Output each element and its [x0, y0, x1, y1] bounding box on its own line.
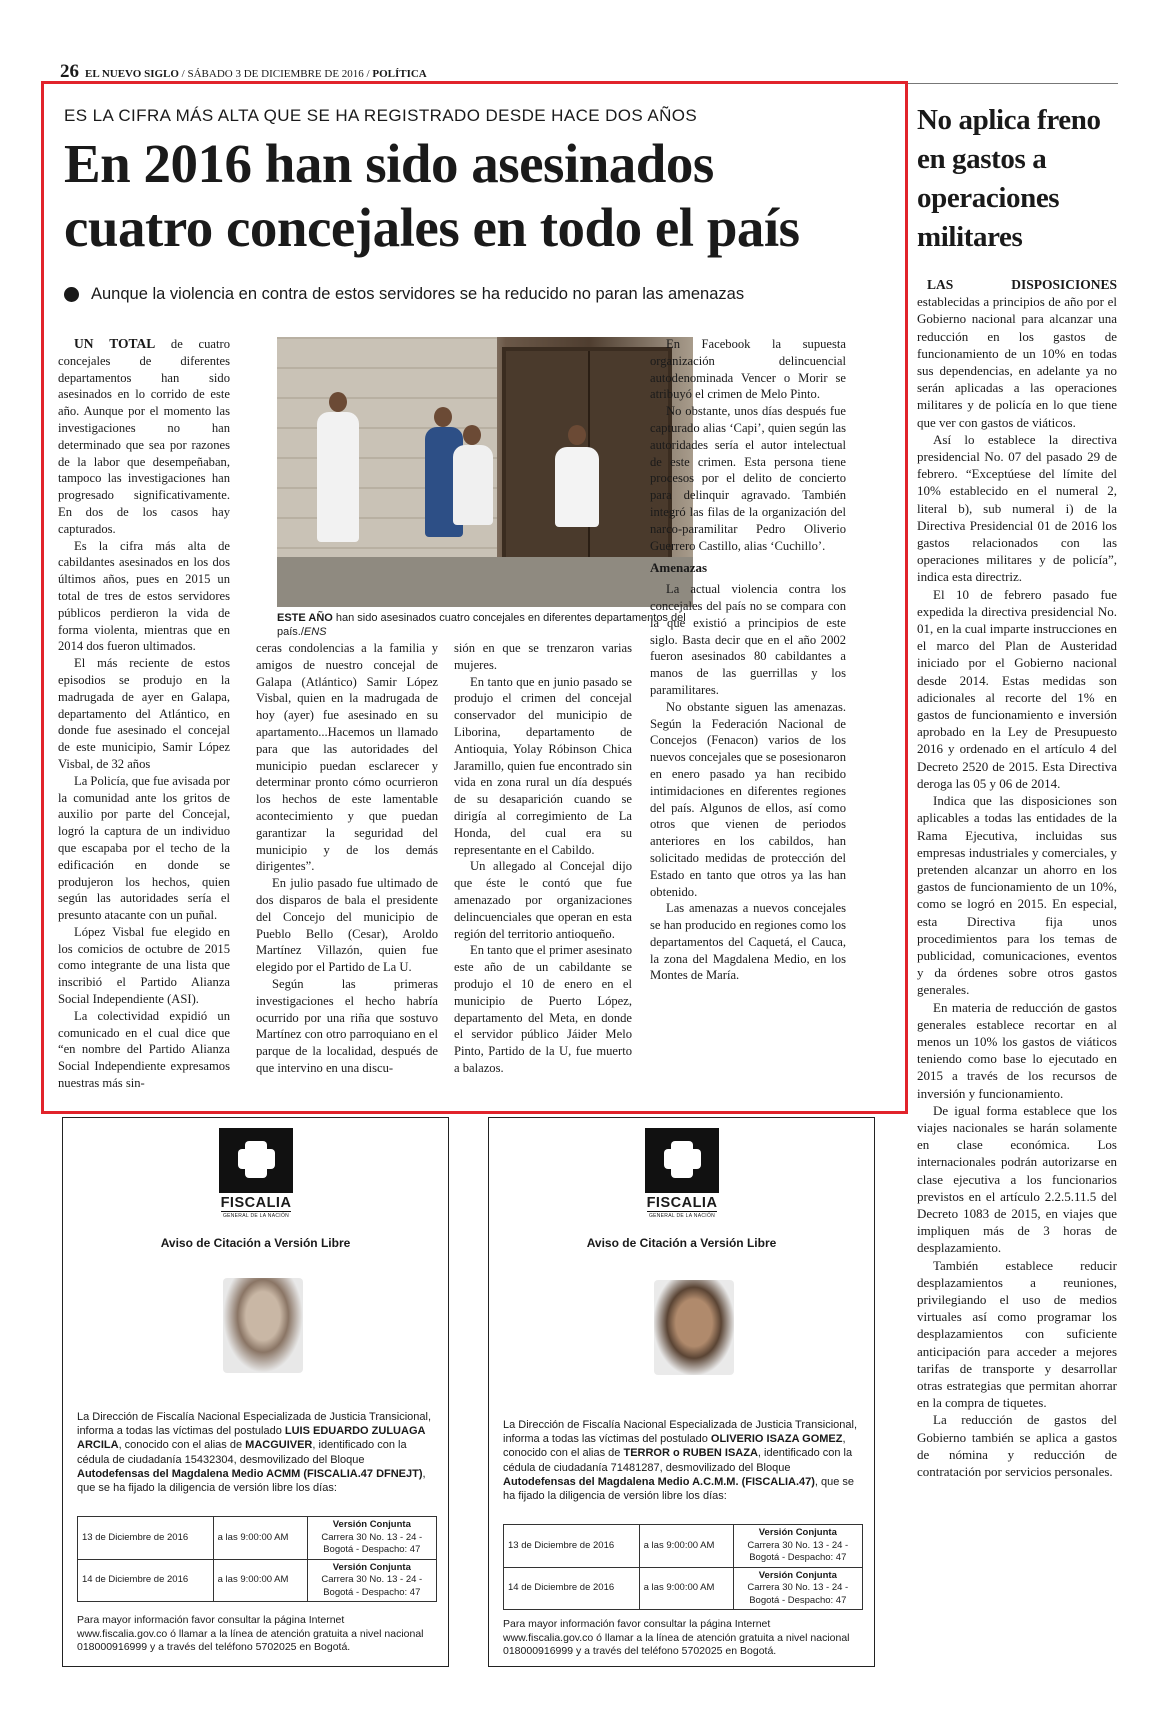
- portrait-photo: [654, 1280, 734, 1375]
- deck-text: Aunque la violencia en contra de estos servidores se ha reducido no paran las amenazas: [91, 285, 745, 303]
- article-paragraph: López Visbal fue elegido en los comicios de octubre de 2015 como integrante de una lista que inscribió el Partido Alianza Social Independiente (ASI).: [58, 924, 230, 1007]
- logo-name: FISCALIA: [646, 1195, 718, 1211]
- sidebar-paragraph: De igual forma establece que los viajes nacionales se harán solamente en clase económica. Los internacionales podrán autorizarse en clase ejecutiva a los funcionarios previstos en el artículo 2.2.5.11.5 del Decreto 1083 de 2015, en viajes que impliquen más de 3 horas de desplazamiento.: [917, 1102, 1117, 1256]
- article-paragraph: En tanto que en junio pasado se produjo el crimen del concejal conservador del municipio de Liborina, departamento de Antioquia, Yolay Róbinson Chica Jaramillo, quien fue encontrado sin vida en zona rural un día después de su desaparición cuando se dirigía al corregimiento de La Honda, del cual era su representante en el Cabildo.: [454, 674, 632, 857]
- article-paragraph: Un allegado al Concejal dijo que éste le contó que fue amenazado por organizaciones delincuenciales que operan en esta región del territorio antioqueño.: [454, 859, 632, 941]
- notice-body: [503, 1418, 863, 1503]
- bloque-name: Autodefensas del Magdalena Medio A.C.M.M. (FISCALIA.47): [503, 1475, 815, 1488]
- venue-title: Versión Conjunta: [758, 1527, 837, 1538]
- photo-person-head: [329, 392, 347, 412]
- time-cell: a las 9:00:00 AM: [213, 1559, 307, 1602]
- postulado-name: LUIS EDUARDO ZULUAGA ARCILA: [77, 1425, 426, 1452]
- article-paragraph: La Policía, que fue avisada por la comunidad ante los gritos de auxilio por parte del Concejal, logró la captura de un individuo que escapaba por el techo de la edificación en donde se produjeron los hechos, quien según las autoridades sería el presunto atacante con un puñal.: [58, 773, 230, 923]
- venue-office: Bogotá - Despacho: 47: [323, 1544, 421, 1555]
- table-row: [504, 1567, 863, 1610]
- main-article: [41, 81, 908, 1114]
- venue-address: Carrera 30 No. 13 - 24 -: [321, 1574, 423, 1585]
- article-paragraph: sión en que se trenzaron varias mujeres.: [454, 641, 632, 672]
- photo-person-head: [434, 407, 452, 427]
- date-cell: 14 de Diciembre de 2016: [78, 1559, 214, 1602]
- notice-text: , identificado con la cédula de ciudadanía 71481287, desmovilizado del Bloque: [503, 1447, 853, 1474]
- sidebar-lead-words: LAS DISPOSICIONES: [927, 277, 1117, 292]
- paragraph-text: establecidas a principios de año por el Gobierno nacional para alcanzar una reducción en los gastos de funcionamiento de un 10% en todas sus dependencias, en adelante ya no serán aplicadas a las operaciones militares y de policía en lo que tiene que ver con gastos de viáticos.: [917, 294, 1117, 430]
- article-column-1: [58, 336, 230, 1111]
- logo-subtitle: GENERAL DE LA NACIÓN: [222, 1213, 290, 1219]
- newspaper-name: EL NUEVO SIGLO: [85, 68, 179, 80]
- sidebar-paragraph: También establece reducir desplazamientos a reuniones, privilegiando el uso de medios virtuales así como programar los desplazamientos con suficiente anticipación para acceder a mejores tarifas de transporte y desarrollar otras estrategias que permitan ahorrar en la compra de tiquetes.: [917, 1257, 1117, 1411]
- notice-body: [77, 1410, 437, 1495]
- folio-section: POLÍTICA: [372, 68, 427, 80]
- sidebar-paragraph: El 10 de febrero pasado fue expedida la directiva presidencial No. 01, en la cual imparte instrucciones en el marco del Plan de Austeridad iniciado por el Gobierno nacional desde 2014. Estas medidas son adicionales al recorte del 1% en gastos de funcionamiento e inversión aprobado en la Ley de Presupuesto 2016 y ordenado en el artículo 4 del Decreto 2520 de 2015. Esta Directiva deroga las 05 y 06 de 2014.: [917, 586, 1117, 791]
- article-subhead: Amenazas: [650, 560, 708, 576]
- time-cell: a las 9:00:00 AM: [639, 1525, 733, 1568]
- article-paragraph: Es la cifra más alta de cabildantes asesinados en los dos últimos años, pues en 2015 un total de tres de estos servidores públicos perdieron la vida de forma violenta, mientras que en 2014 dos fueron ultimados.: [58, 538, 230, 654]
- postulado-alias: TERROR o RUBEN ISAZA: [623, 1447, 758, 1460]
- time-cell: a las 9:00:00 AM: [639, 1567, 733, 1610]
- photo-person: [555, 447, 599, 527]
- venue-cell: [733, 1525, 862, 1568]
- schedule-table: [503, 1524, 863, 1610]
- venue-address: Carrera 30 No. 13 - 24 -: [747, 1582, 849, 1593]
- article-paragraph: Las amenazas a nuevos concejales se han producido en regiones como los departamentos del Caquetá, el Cauca, la zona del Magdalena Medio, en los Montes de María.: [650, 901, 846, 983]
- venue-title: Versión Conjunta: [332, 1519, 411, 1530]
- sidebar-paragraph: [917, 276, 1117, 431]
- article-column-2: [256, 640, 438, 1110]
- headline-line-2: cuatro concejales en todo el país: [64, 197, 800, 258]
- time-cell: a las 9:00:00 AM: [213, 1517, 307, 1560]
- article-paragraph: En tanto que el primer asesinato este año de un cabildante se produjo el 10 de enero en el municipio de Puerto López, departamento del Meta, en donde el servidor público Jáider Melo Pinto, Partido de la U, fue muerto a balazos.: [454, 943, 632, 1075]
- photo-person-head: [568, 425, 586, 445]
- article-photo: [277, 337, 693, 607]
- notice-text: , identificado con la cédula de ciudadanía 15432304, desmovilizado del Bloque: [77, 1439, 407, 1466]
- venue-cell: [733, 1567, 862, 1610]
- article-paragraph: [58, 336, 230, 538]
- puzzle-icon: [219, 1128, 293, 1193]
- venue-address: Carrera 30 No. 13 - 24 -: [321, 1531, 423, 1543]
- bloque-name: Autodefensas del Magdalena Medio ACMM (FISCALIA.47 DFNEJT): [77, 1467, 423, 1480]
- logo-subtitle: GENERAL DE LA NACIÓN: [648, 1213, 716, 1219]
- postulado-name: OLIVERIO ISAZA GOMEZ: [710, 1433, 843, 1446]
- notice-title: Aviso de Citación a Versión Libre: [586, 1236, 777, 1250]
- sidebar-paragraph: Así lo establece la directiva presidencial No. 07 del pasado 29 de febrero. “Exceptúese del límite del 10% establecido en el numeral 2, literal b), sub numeral i) de la Directiva Presidencial 01 de 2016 los gastos relacionados con las operaciones militares y de policía”, indica esta directriz.: [917, 431, 1117, 585]
- schedule-table: [77, 1516, 437, 1602]
- fiscalia-notice-2: [488, 1117, 875, 1667]
- article-paragraph: En Facebook la supuesta organización delincuencial autodenominada Vencer o Morir se atribuyó el crimen de Melo Pinto.: [650, 337, 846, 402]
- paragraph-text: de cuatro concejales de diferentes departamentos han sido asesinados en lo corrido de este año. Aunque por el momento las investigaciones no han determinado que sea por razones de la labor que desempeñaban, tampoco las investigaciones han progresado significativamente. En dos de los casos hay capturados.: [58, 337, 230, 536]
- bullet-icon: [64, 287, 79, 302]
- fiscalia-notice-1: [62, 1117, 449, 1667]
- article-paragraph: Según las primeras investigaciones el hecho habría ocurrido por una riña que sostuvo Martínez con otro parroquiano en el parque de la localidad, después de que intervino en una discu-: [256, 976, 438, 1075]
- article-paragraph: El más reciente de estos episodios se produjo en la madrugada de ayer en Galapa, departamento del Atlántico, en donde fue asesinado el concejal de este municipio, Samir López Visbal, de 32 años: [58, 656, 230, 771]
- photo-caption: [277, 611, 693, 639]
- table-row: [78, 1517, 437, 1560]
- puzzle-icon: [645, 1128, 719, 1193]
- date-cell: 13 de Diciembre de 2016: [78, 1517, 214, 1560]
- page-number: 26: [60, 62, 79, 82]
- date-cell: 14 de Diciembre de 2016: [504, 1567, 640, 1610]
- table-row: [78, 1559, 437, 1602]
- sidebar-article: [917, 276, 1117, 1696]
- notice-text: La Dirección de Fiscalía Nacional Especializada de Justicia Transicional, informa a todas las víctimas del postulado: [77, 1411, 432, 1438]
- sidebar-paragraph: Indica que las disposiciones son aplicables a todas las entidades de la Rama Ejecutiva, incluidas sus empresas industriales y comerciales, y pretenden alcanzar un ahorro en los gastos de funcionamiento de un 10%, como se logró en 2015. En especial, esta Directiva fija unos procedimientos para los temas de publicidad, comunicaciones, eventos y da órdenes sobre otros gastos generales.: [917, 793, 1117, 998]
- notice-title: Aviso de Citación a Versión Libre: [160, 1236, 351, 1250]
- notice-footer: Para mayor información favor consultar la página Internet www.fiscalia.gov.co ó llamar a la línea de atención gratuita a nivel nacional 018000916999 y a través del teléfono 5702025 en Bogotá.: [503, 1618, 850, 1658]
- fiscalia-logo: [639, 1128, 725, 1228]
- notice-footer: Para mayor información favor consultar la página Internet www.fiscalia.gov.co ó llamar a la línea de atención gratuita a nivel nacional 018000916999 y a través del teléfono 5702025 en Bogotá.: [77, 1614, 424, 1654]
- folio-date: / SÁBADO 3 DE DICIEMBRE DE 2016 /: [181, 68, 370, 80]
- article-deck: [64, 285, 744, 304]
- article-paragraph: No obstante, unos días después fue capturado alias ‘Capi’, quien según las autoridades sería el autor intelectual de este crimen. Esta persona tiene procesos por el delito de concierto para delinquir agravado. También integró las filas de la organización del narco-paramilitar Pedro Oliverio Guerrero Castillo, alias ‘Cuchillo’.: [650, 404, 846, 553]
- article-paragraph: ceras condolencias a la familia y amigos de nuestro concejal de Galapa (Atlántico) Samir López Visbal, quien en la madrugada de hoy (ayer) fue asesinado en su apartamento...Hacemos un llamado para que las autoridades del municipio puedan esclarecer y determinar pronto cómo ocurrieron los hechos de este lamentable acontecimiento y que puedan garantizar la seguridad del municipio y de los demás dirigentes”.: [256, 641, 438, 874]
- article-paragraph: La actual violencia contra los concejales del país no se compara con la que existió a principios de este siglo. Basta decir que en el año 2002 fueron asesinados 80 cabildantes a manos de las guerrillas y los paramilitares.: [650, 582, 846, 697]
- article-column-4: [650, 336, 846, 1111]
- logo-name: FISCALIA: [220, 1195, 292, 1211]
- notice-text: , conocido con el alias de: [118, 1439, 246, 1452]
- photo-credit: ENS: [303, 626, 327, 638]
- article-kicker: ES LA CIFRA MÁS ALTA QUE SE HA REGISTRADO DESDE HACE DOS AÑOS: [64, 106, 698, 125]
- venue-address: Carrera 30 No. 13 - 24 -: [747, 1539, 849, 1551]
- article-paragraph: No obstante siguen las amenazas. Según la Federación Nacional de Concejos (Fenacon) varios de los nuevos concejales que se posesionaron en enero pasado ya han recibido intimidaciones en diferentes regiones del país. Algunos de ellos, así como otros que vienen de periodos anteriores en los cabildos, han solicitado medidas de protección del Estado en tanto que otros ya las han obtenido.: [650, 699, 846, 899]
- postulado-alias: MACGUIVER: [245, 1439, 313, 1452]
- caption-lead: ESTE AÑO: [277, 612, 333, 624]
- photo-person-head: [463, 425, 481, 445]
- notice-text: , que se ha fijado la diligencia de versión libre los días:: [77, 1467, 426, 1495]
- article-headline: [64, 132, 904, 260]
- sidebar-paragraph: La reducción de gastos del Gobierno también se aplica a gastos de nómina y reducción de contratación por servicios personales.: [917, 1412, 1117, 1480]
- sidebar-paragraph: En materia de reducción de gastos generales establece recortar en al menos un 10% los gastos de viáticos teniendo como base lo ejecutado en 2015 a través de los recursos de inversión y funcionamiento.: [917, 999, 1117, 1101]
- table-row: [504, 1525, 863, 1568]
- venue-title: Versión Conjunta: [758, 1569, 837, 1581]
- headline-line-1: En 2016 han sido asesinados: [64, 133, 714, 194]
- venue-office: Bogotá - Despacho: 47: [323, 1586, 421, 1598]
- notice-text: La Dirección de Fiscalía Nacional Especializada de Justicia Transicional, informa a todas las víctimas del postulado: [503, 1419, 858, 1446]
- portrait-photo: [223, 1278, 303, 1373]
- article-paragraph: La colectividad expidió un comunicado en el cual dice que “en nombre del Partido Alianza Social Independiente expresamos nuestras más sin-: [58, 1008, 230, 1091]
- article-paragraph: En julio pasado fue ultimado de dos disparos de bala el presidente del Concejo del municipio de Pueblo Bello (Cesar), Aroldo Martínez Villazón, quien fue elegido por el Partido de La U.: [256, 876, 438, 975]
- venue-title: Versión Conjunta: [332, 1561, 411, 1573]
- date-cell: 13 de Diciembre de 2016: [504, 1525, 640, 1568]
- venue-cell: [307, 1517, 436, 1560]
- photo-ground: [277, 557, 693, 607]
- fiscalia-logo: [213, 1128, 299, 1228]
- venue-cell: [307, 1559, 436, 1602]
- photo-person: [453, 445, 493, 525]
- article-column-3: [454, 640, 632, 1110]
- photo-person: [317, 412, 359, 542]
- notice-text: , que se ha fijado la diligencia de versión libre los días:: [503, 1475, 855, 1503]
- lead-words: UN TOTAL: [74, 336, 156, 351]
- sidebar-headline: No aplica freno en gastos a operaciones militares: [917, 104, 1101, 253]
- venue-office: Bogotá - Despacho: 47: [749, 1594, 847, 1606]
- notice-text: , conocido con el alias de: [503, 1433, 846, 1460]
- caption-text: han sido asesinados cuatro concejales en diferentes departamentos del país./: [277, 612, 686, 638]
- venue-office: Bogotá - Despacho: 47: [749, 1552, 847, 1563]
